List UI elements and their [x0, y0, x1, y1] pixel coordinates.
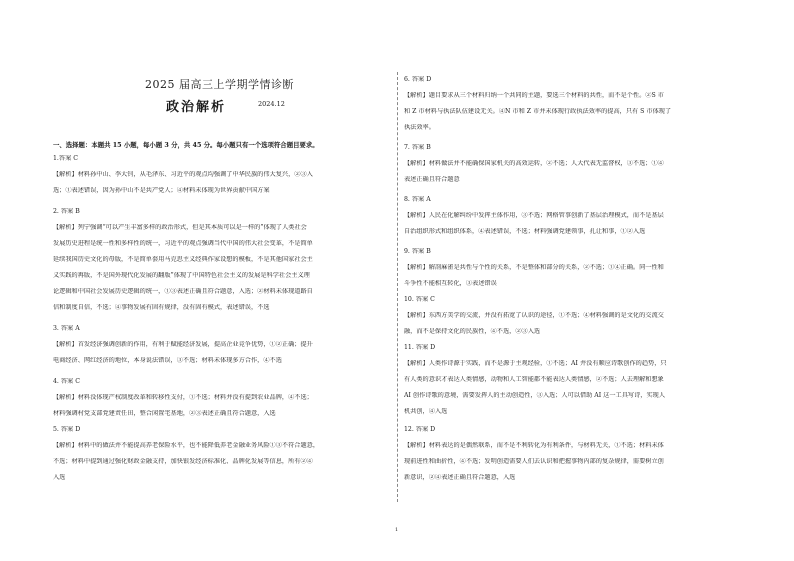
- explanation-line: 信和制度自信，不选；④事物发展有固有规律，没有固有模式，表述错误，不选: [53, 304, 270, 311]
- explanation-line: 融，而不是保持文化的民族性，④不选，②③入选: [404, 328, 541, 335]
- answer-key-line: 10. 答案 C: [404, 296, 435, 303]
- explanation-line: 【解析】材料没体现产权制度改革和转移性支付，①不选；材料并没有提到农业品牌，④不选；: [53, 394, 313, 401]
- explanation-line: 和 Z 市材料与执法队伍建设无关。④N 市和 Z 市并未体现行政执法效率的提高，只有 S 市体现了: [404, 108, 672, 115]
- explanation-line: 【解析】材料中的做法并不能提高养老保险水平，也不能降低养老金融业务风险①③不符合题意，: [53, 442, 320, 449]
- explanation-line: 【解析】首发经济强调创新的作用，有利于赋能经济发展，提高企业竞争优势，①②正确；提升: [53, 341, 313, 348]
- answer-key-line: 9. 答案 B: [404, 248, 431, 255]
- explanation-line: 延续我国历史文化的母版，不是简单套用马克思主义经典作家设想的模板，不是其他国家社会主: [53, 256, 313, 263]
- document-title: 2025 届高三上学期学情诊断: [145, 78, 294, 91]
- answer-key-line: 4. 答案 C: [53, 378, 80, 385]
- document-date: 2024.12: [258, 100, 285, 108]
- explanation-line: 【解析】人民在化解纠纷中发挥主体作用，③不选；网格管事创新了基层治理模式，而不是基层: [404, 212, 664, 219]
- answer-key-line: 5. 答案 D: [53, 426, 81, 433]
- explanation-line: 入选: [53, 474, 66, 481]
- explanation-line: 现前进性和曲折性，④不选；发明创造需要人们去认识和把握事物内部的复杂规律，需要树立创: [404, 458, 664, 465]
- explanation-line: 【解析】题目要求从三个材料归纳一个共同的主题，要选三个材料的共性，而不是个性。②S 市: [404, 92, 664, 99]
- explanation-line: 选；①表述错误，因为孙中山不是共产党人；④材料未体现为世界贡献中国方案: [53, 187, 270, 194]
- explanation-line: 有人类的意识才表达人类情感，动物和人工智能都不能表达人类情感，②不选；人去理解和想象: [404, 376, 664, 383]
- answer-key-line: 3. 答案 A: [53, 325, 80, 332]
- explanation-line: 【解析】人类作诗源于实践，而不是源于主观经验，①不选；AI 并没有顺应诗歌创作的趋势，只: [404, 360, 667, 367]
- explanation-line: 【解析】材料表达的是偶然联系，而不是不利转化为有利条件，与材料无关，①不选；材料未体: [404, 442, 664, 449]
- column-divider: [397, 72, 398, 502]
- answer-key-line: 1.答案 C: [53, 155, 78, 162]
- section-heading: 一、选择题：本题共 15 小题，每小题 3 分，共 45 分。每小题只有一个选项符合题目要求。: [53, 141, 319, 149]
- explanation-line: 新意识，②④表述正确且符合题意，入选: [404, 474, 516, 481]
- explanation-line: 发展历史进程是统一性和多样性的统一，习近平的观点强调当代中国的伟大社会变革，不是简单: [53, 240, 313, 247]
- explanation-line: 论逻辑和中国社会发展历史逻辑的统一，①③表述正确且符合题意，入选；②材料未体现道路自: [53, 288, 313, 295]
- answer-key-line: 6. 答案 D: [404, 76, 432, 83]
- explanation-line: 【解析】东西方美学的交流，并没有拓宽了认识的途径，①不选；④材料强调的是文化的交流交: [404, 312, 664, 319]
- answer-key-line: 7. 答案 B: [404, 144, 431, 151]
- explanation-line: 执法效率。: [404, 124, 435, 131]
- page-number: 1: [395, 527, 399, 533]
- explanation-line: 【解析】材料做法并不能确保国家机关的高效运转，②不选；人大代表无监督权，③不选；①④: [404, 160, 664, 167]
- explanation-line: 【解析】列宁强调“可以产生丰富多样的政治形式，但是其本质可以是一样的”体现了人类社会: [53, 224, 307, 231]
- explanation-line: 【解析】解剖麻雀是共性与个性的关系，不是整体和部分的关系，②不选；①④正确。同一性和: [404, 264, 664, 271]
- explanation-line: 【解析】材料孙中山、李大钊，从毛泽东、习近平的观点均强调了中华民族的伟大复兴，②③入: [53, 171, 313, 178]
- explanation-line: AI 创作诗歌的意境，需要发挥人的主动创造性，③入选；人可以借助 AI 这一工具写诗，实现人: [404, 392, 666, 399]
- explanation-line: 不选；材料中提到通过强化财政金融支持，加快银发经济标准化、品牌化发展等信息，所有②④: [53, 458, 313, 465]
- answer-key-line: 2. 答案 B: [53, 208, 80, 215]
- explanation-line: 材料强调村党支部党建责任田，整合闲置宅基地，②③表述正确且符合题意，入选: [53, 410, 276, 417]
- answer-key-line: 11. 答案 D: [404, 344, 436, 351]
- explanation-line: 义实践的再版，不是国外现代化发展的翻版”体现了中国特色社会主义的发展是科学社会主义理: [53, 272, 310, 279]
- explanation-line: 斗争性不能相互转化，③表述错误: [404, 280, 497, 287]
- answer-key-line: 12. 答案 D: [404, 426, 436, 433]
- explanation-line: 电商经济、网红经济的地位，本身说法错误，③不选；材料未体现多方合作，④不选: [53, 357, 282, 364]
- explanation-line: 自治组织形式和组织体系，④表述错误，不选；材料强调党建领事，扎让和事，①②入选: [404, 228, 646, 235]
- document-subtitle: 政治解析: [166, 100, 227, 115]
- explanation-line: 机共创，④入选: [404, 408, 448, 415]
- answer-key-line: 8. 答案 A: [404, 196, 431, 203]
- explanation-line: 表述正确且符合题意: [404, 176, 460, 183]
